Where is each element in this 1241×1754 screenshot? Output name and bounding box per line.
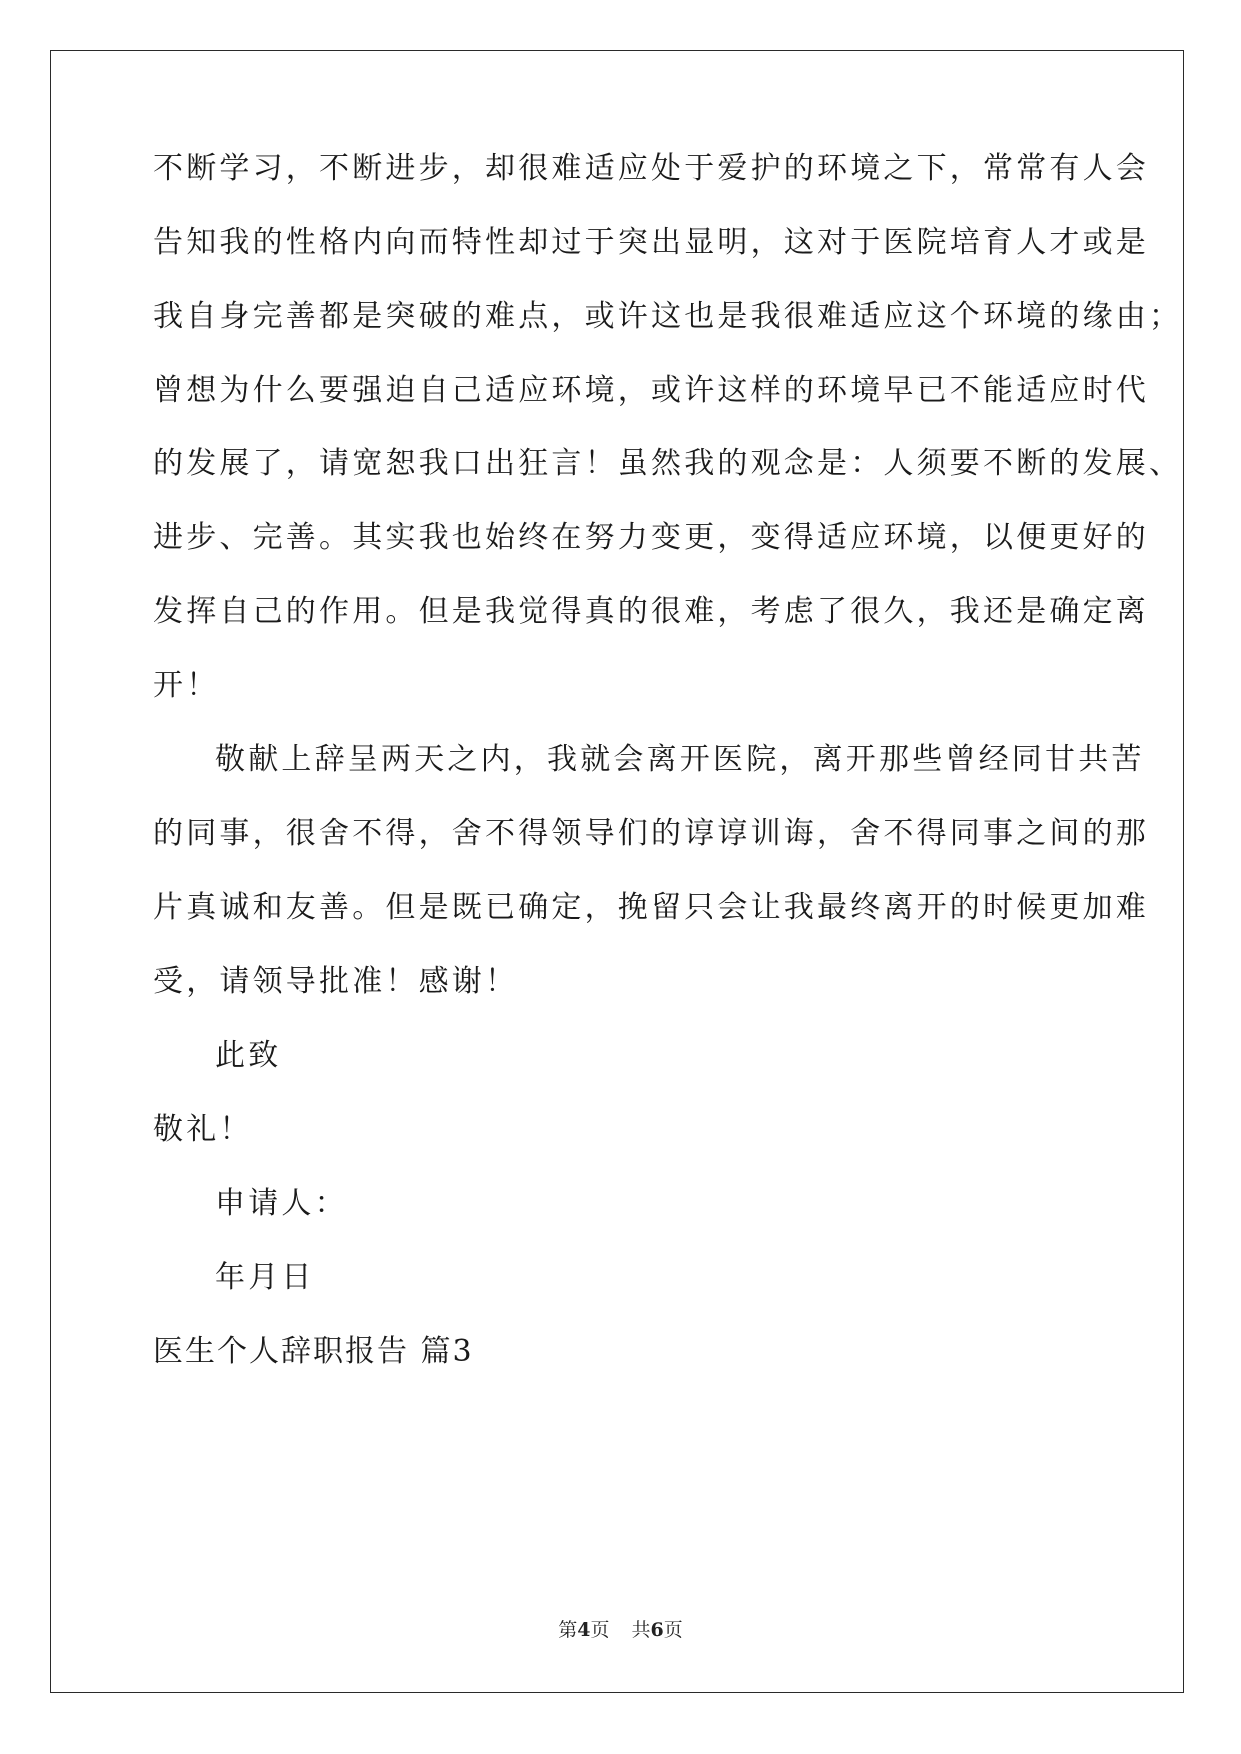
- paragraph-2-line-2: 的同事，很舍不得，舍不得领导们的谆谆训诲，舍不得同事之间的那: [153, 816, 1149, 851]
- paragraph-1-line-2: 告知我的性格内向而特性却过于突出显明，这对于医院培育人才或是: [153, 225, 1149, 260]
- paragraph-1-line-8: 开！: [153, 668, 220, 703]
- date-label: 年月日: [215, 1260, 315, 1295]
- footer-prefix: 第: [558, 1619, 578, 1641]
- paragraph-1-line-6: 进步、完善。其实我也始终在努力变更，变得适应环境，以便更好的: [153, 520, 1149, 555]
- footer-total-prefix: 共: [631, 1619, 651, 1641]
- paragraph-1-line-3: 我自身完善都是突破的难点，或许这也是我很难适应这个环境的缘由；: [153, 299, 1183, 334]
- total-pages-number: 6: [650, 1619, 664, 1641]
- closing-text: 此致: [215, 1038, 282, 1073]
- paragraph-2-line-3: 片真诚和友善。但是既已确定，挽留只会让我最终离开的时候更加难: [153, 890, 1149, 925]
- paragraph-1-line-7: 发挥自己的作用。但是我觉得真的很难，考虑了很久，我还是确定离: [153, 594, 1149, 629]
- footer-total-suffix: 页: [663, 1619, 683, 1641]
- current-page-number: 4: [577, 1619, 591, 1641]
- paragraph-2-line-4: 受，请领导批准！感谢！: [153, 964, 519, 999]
- next-section-title: 医生个人辞职报告 篇3: [153, 1334, 474, 1369]
- paragraph-1-line-4: 曾想为什么要强迫自己适应环境，或许这样的环境早已不能适应时代: [153, 373, 1149, 408]
- paragraph-2-line-1: 敬献上辞呈两天之内，我就会离开医院，离开那些曾经同甘共苦: [215, 742, 1145, 777]
- applicant-label: 申请人：: [215, 1186, 348, 1221]
- paragraph-1-line-5: 的发展了，请宽恕我口出狂言！虽然我的观念是：人须要不断的发展、: [153, 446, 1183, 481]
- salute-text: 敬礼！: [153, 1112, 253, 1147]
- footer-page-suffix: 页: [590, 1619, 610, 1641]
- paragraph-1-line-1: 不断学习，不断进步，却很难适应处于爱护的环境之下，常常有人会: [153, 151, 1149, 186]
- page-footer: [0, 1618, 1241, 1642]
